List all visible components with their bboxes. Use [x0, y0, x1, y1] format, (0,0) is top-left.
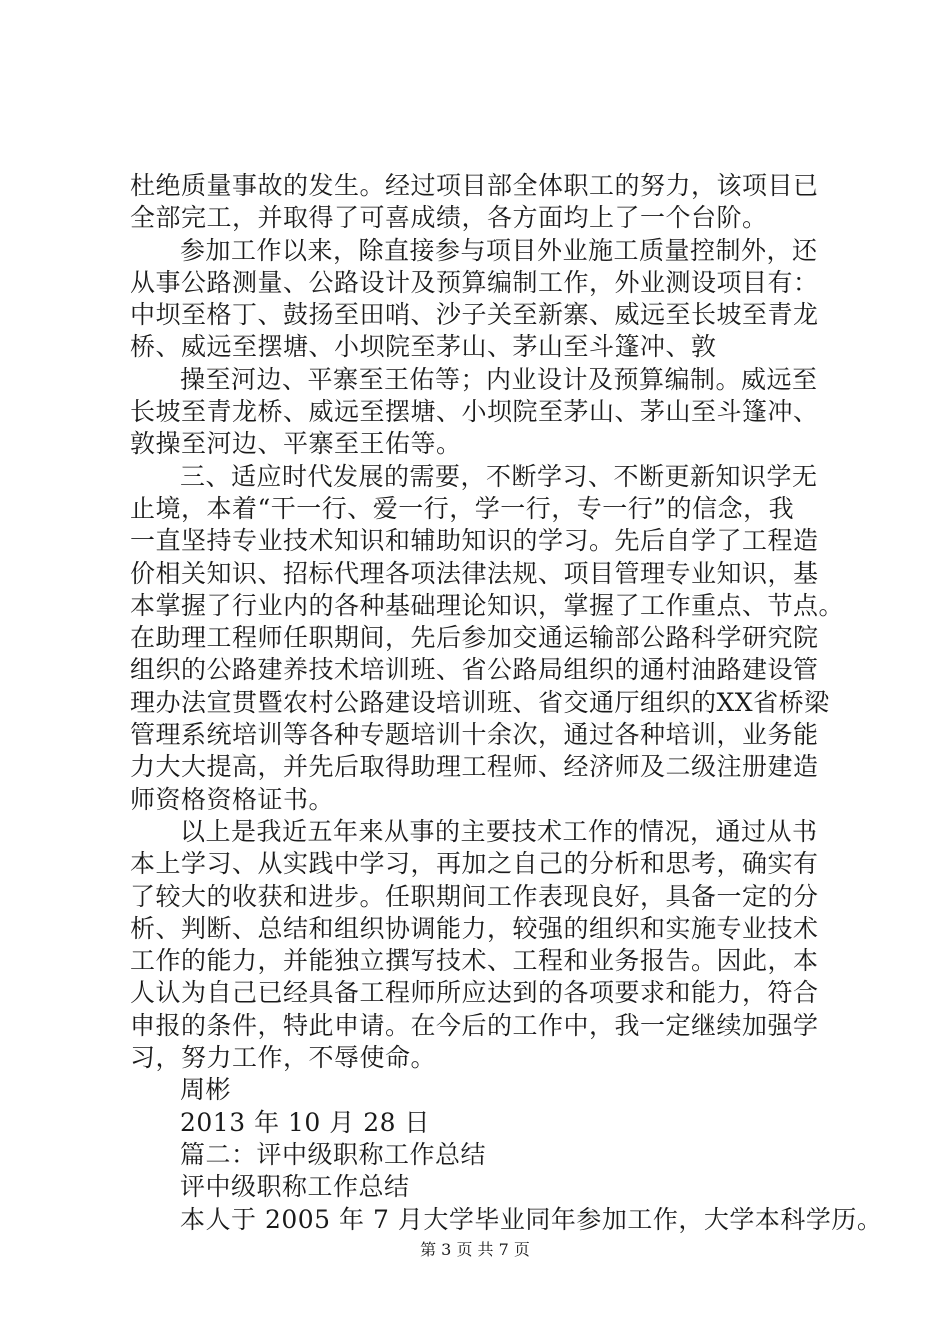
text-line: 三、适应时代发展的需要，不断学习、不断更新知识学无	[180, 461, 818, 491]
text-line: 周彬	[180, 1075, 232, 1105]
text-line: 价相关知识、招标代理各项法律法规、项目管理专业知识，基	[130, 558, 819, 588]
text-line: 参加工作以来，除直接参与项目外业施工质量控制外，还	[180, 235, 818, 265]
text-line: 长坡至青龙桥、威远至摆塘、小坝院至茅山、茅山至斗篷冲、	[130, 397, 819, 427]
text-line: 止境，本着“干一行、爱一行，学一行，专一行”的信念，我	[130, 493, 795, 523]
text-line: 析、判断、总结和组织协调能力，较强的组织和实施专业技术	[130, 913, 819, 943]
text-line: 敦操至河边、平寨至王佑等。	[130, 429, 462, 459]
text-line: 了较大的收获和进步。任职期间工作表现良好，具备一定的分	[130, 881, 819, 911]
text-line: 评中级职称工作总结	[180, 1172, 410, 1202]
text-line: 本掌握了行业内的各种基础理论知识，掌握了工作重点、节点。	[130, 590, 845, 620]
text-line: 篇二：评中级职称工作总结	[180, 1139, 487, 1169]
text-line: 以上是我近五年来从事的主要技术工作的情况，通过从书	[180, 816, 818, 846]
text-line: 桥、威远至摆塘、小坝院至茅山、茅山至斗篷冲、敦	[130, 332, 717, 362]
text-line: 工作的能力，并能独立撰写技术、工程和业务报告。因此，本	[130, 946, 819, 976]
text-line: 中坝至格丁、鼓扬至田哨、沙子关至新寨、威远至长坡至青龙	[130, 300, 819, 330]
text-line: 本人于 2005 年 7 月大学毕业同年参加工作，大学本科学历。	[180, 1204, 883, 1234]
text-line: 申报的条件，特此申请。在今后的工作中，我一定继续加强学	[130, 1010, 819, 1040]
text-line: 杜绝质量事故的发生。经过项目部全体职工的努力，该项目已	[130, 171, 819, 200]
text-line: 在助理工程师任职期间，先后参加交通运输部公路科学研究院	[130, 623, 819, 653]
text-line: 全部完工，并取得了可喜成绩，各方面均上了一个台阶。	[130, 203, 768, 233]
text-line: 理办法宣贯暨农村公路建设培训班、省交通厅组织的XX省桥梁	[130, 687, 830, 717]
page-footer: 第 3 页 共 7 页	[420, 1240, 530, 1259]
text-line: 一直坚持专业技术知识和辅助知识的学习。先后自学了工程造	[130, 526, 819, 556]
text-line: 习，努力工作，不辱使命。	[130, 1043, 437, 1073]
text-line: 本上学习、从实践中学习，再加之自己的分析和思考，确实有	[130, 849, 819, 879]
document-body	[130, 170, 883, 1236]
text-line: 管理系统培训等各种专题培训十余次，通过各种培训，业务能	[130, 720, 819, 750]
text-line: 2013 年 10 月 28 日	[180, 1107, 430, 1137]
text-line: 师资格资格证书。	[130, 784, 335, 814]
text-line: 组织的公路建养技术培训班、省公路局组织的通村油路建设管	[130, 655, 819, 685]
text-line: 操至河边、平寨至王佑等；内业设计及预算编制。威远至	[180, 364, 818, 394]
text-line: 人认为自己已经具备工程师所应达到的各项要求和能力，符合	[130, 978, 819, 1008]
text-line: 力大大提高，并先后取得助理工程师、经济师及二级注册建造	[130, 752, 819, 782]
text-line: 从事公路测量、公路设计及预算编制工作，外业测设项目有：	[130, 267, 819, 297]
